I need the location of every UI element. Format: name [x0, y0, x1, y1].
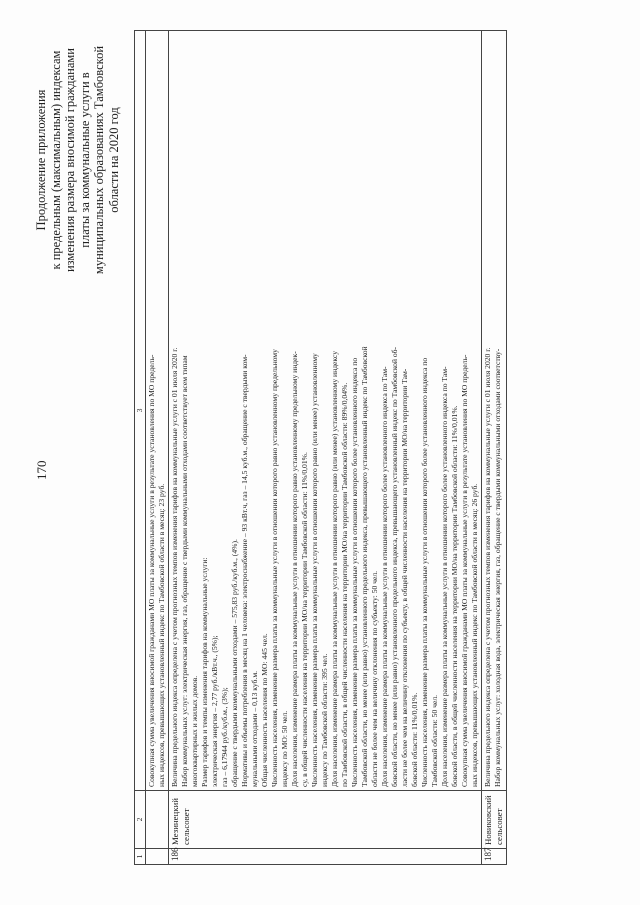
text-line: обращение с твердыми коммунальными отходами – 575,83 руб./куб.м., (4%).: [230, 539, 239, 787]
text-line: су, в общей численности населения на территории МО/на территории Тамбовской области: 11%/0,01%.: [300, 452, 309, 787]
text-line: индексу по МО: 50 чел.: [280, 710, 289, 787]
header-line: к предельным (максимальным) индексам: [48, 50, 63, 270]
text-line: электрическая энергия – 2,77 руб./кВт.ч., (5%);: [210, 635, 219, 787]
text-line: Совокупная сумма увеличения вносимой гражданами МО платы за коммунальные услуги в результате установления по МО предель-: [147, 354, 156, 787]
text-line: газ – 6,17944 руб./куб.м., (3%);: [220, 687, 229, 787]
column-header-2: 2: [135, 791, 146, 849]
description-cell: [169, 31, 482, 791]
header-line: изменения размера вносимой гражданами: [63, 48, 77, 273]
table-row-continuation: [146, 31, 169, 865]
table-row-187: [482, 31, 507, 865]
description-cell: [482, 31, 507, 791]
text-line: Доля населения, изменение размера платы за коммунальные услуги в отношении которого более установленного индекса по Там-: [440, 366, 449, 787]
text-line: Размер тарифов и темпы изменения тарифов на коммунальные услуги:: [200, 557, 209, 787]
text-line: Величина предельного индекса определена с учетом прогнозных темпов изменения тарифов на коммунальные услуги с 01 июля 2020 г.: [170, 347, 179, 787]
municipality-name-line: сельсовет: [181, 808, 191, 845]
header-line: муниципальных образованиях Тамбовской: [92, 45, 106, 275]
text-line: Доля населения, изменение размера платы за коммунальные услуги в отношении которого равно (или менее) установленному индексу: [330, 351, 339, 787]
appendix-header: [34, 10, 121, 310]
row-number-cell: 186: [169, 849, 482, 865]
row-number-cell: [146, 849, 169, 865]
text-line: области не более чем на величину отклонения по субъекту: 50 чел.: [370, 570, 379, 787]
text-line: Величина предельного индекса определена с учетом прогнозных темпов изменения тарифов на коммунальные услуги с 01 июля 2020 г.: [483, 347, 492, 787]
text-line: ных индексов, превышающих установленный индекс по Тамбовской области в месяц: 26 руб.: [470, 483, 479, 787]
text-line: многоквартирных и жилых домов.: [190, 675, 199, 787]
column-header-1: 1: [135, 849, 146, 865]
description-cell: [146, 31, 169, 791]
page-number: 170: [34, 460, 49, 480]
text-line: Нормативы и объемы потребления в месяц на 1 человека: электроснабжение – 93 кВт.ч, газ – 14,5 куб.м., обращение с твердыми ком-: [240, 354, 249, 787]
municipality-cell: [169, 791, 482, 849]
header-line: Продолжение приложения: [34, 89, 48, 231]
text-line: Тамбовской области: 50 чел.: [430, 694, 439, 787]
text-line: Общая численность населения по МО: 445 чел.: [260, 633, 269, 787]
text-line: Численность населения, изменение размера платы за коммунальные услуги в отношении которого равно установленному предельному: [270, 349, 279, 787]
text-line: по Тамбовской области, в общей численности населения на территории МО/на территории Тамбовской области: 89%/0,04%.: [340, 382, 349, 787]
text-line: ласти не более чем на величину отклонения по субъекту, в общей численности населения на территории МО/на территории Там-: [400, 368, 409, 787]
text-line: Тамбовской области, но менее (или равно) установленного предельного индекса, превышающего установленный индекс по Тамбовской: [360, 346, 369, 787]
text-line: Набор коммунальных услуг: холодная вода, электрическая энергия, газ, обращение с твердыми коммунальными отходами соответству-: [493, 348, 502, 787]
text-line: Доля населения, изменение размера платы за коммунальные услуги в отношении которого более установленного индекса по Там-: [380, 366, 389, 787]
text-line: Численность населения, изменение размера платы за коммунальные услуги в отношении которого равно (или менее) установленному: [310, 353, 319, 787]
municipality-name-line: Мезинецкий: [170, 798, 180, 845]
municipality-cell: [482, 791, 507, 849]
text-line: бовской области: 11%/0,01%.: [410, 692, 419, 787]
table-header-row: [135, 31, 146, 865]
text-line: Набор коммунальных услуг: электрическая энергия, газ, обращение с твердыми коммунальными отходами соответствует всем типам: [180, 355, 189, 787]
municipality-name-line: Новиковский: [483, 795, 493, 845]
municipality-name-line: сельсовет: [494, 808, 504, 845]
text-line: Численность населения, изменение размера платы за коммунальные услуги в отношении которого более установленного индекса по: [420, 357, 429, 787]
tariff-index-table: [134, 30, 507, 865]
text-line: индексу по Тамбовской области: 395 чел.: [320, 653, 329, 787]
text-line: мунальными отходами – 0,13 куб.м.: [250, 670, 259, 787]
text-line: бовской области, но менее (или равно) установленного предельного индекса, превышающего установленный индекс по Тамбовской об-: [390, 346, 399, 787]
municipality-cell: [146, 791, 169, 849]
table-row-186: [169, 31, 482, 865]
header-line: платы за коммунальные услуги в: [77, 72, 92, 248]
text-line: Доля населения, изменение размера платы за коммунальные услуги в отношении которого равно установленному предельному индек-: [290, 351, 299, 787]
text-line: Совокупная сумма увеличения вносимой гражданами МО платы за коммунальные услуги в результате установления по МО предель-: [460, 354, 469, 787]
text-line: ных индексов, превышающих установленный индекс по Тамбовской области в месяц: 23 руб.: [157, 483, 166, 787]
row-number-cell: 187: [482, 849, 507, 865]
header-line: области на 2020 год: [106, 107, 121, 213]
text-line: бовской области, в общей численности населения на территории МО/на территории Тамбовской области: 11%/0,01%.: [450, 405, 459, 787]
text-line: Численность населения, изменение размера платы за коммунальные услуги в отношении которого более установленного индекса по: [350, 357, 359, 787]
column-header-3: 3: [135, 31, 146, 791]
